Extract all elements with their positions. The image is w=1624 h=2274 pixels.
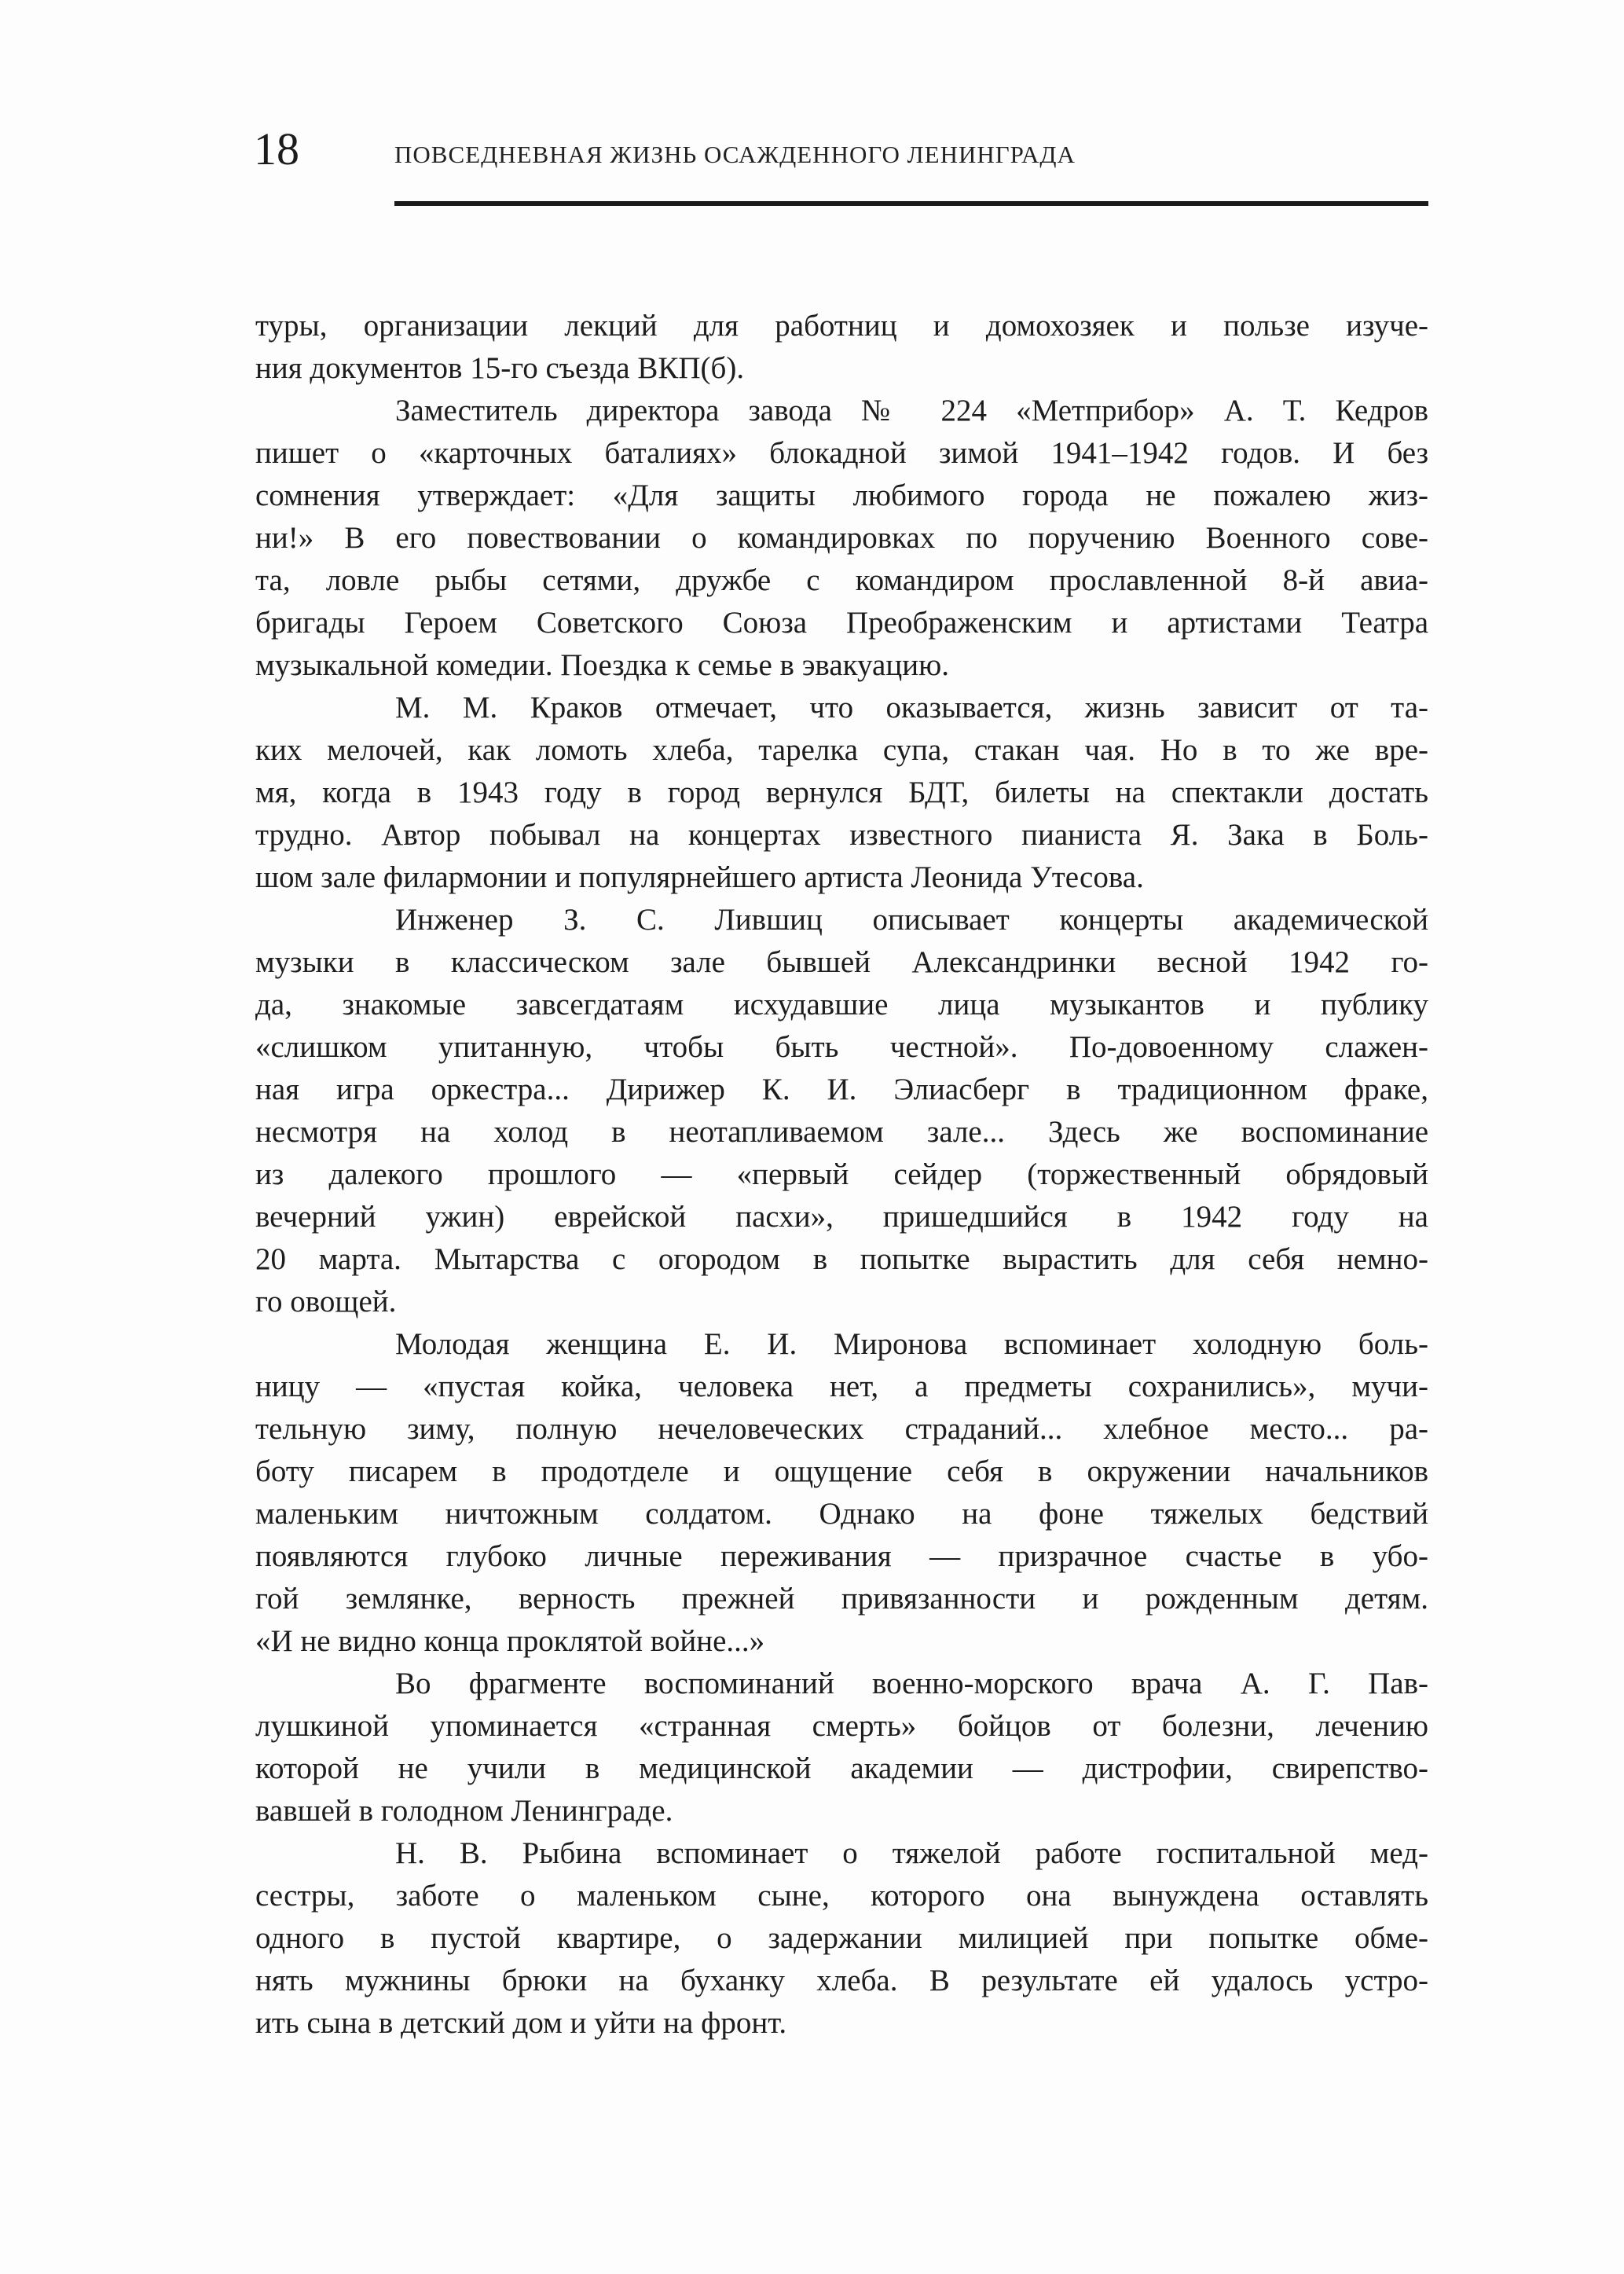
text-line: вечерний ужин) еврейской пасхи», пришедшийся в 1942 году на <box>255 1200 1428 1234</box>
text-line: ких мелочей, как ломоть хлеба, тарелка супа, стакан чая. Но в то же вре- <box>255 733 1428 767</box>
text-line: несмотря на холод в неотапливаемом зале... Здесь же воспоминание <box>255 1115 1428 1149</box>
text-line: появляются глубоко личные переживания — призрачное счастье в убо- <box>255 1539 1428 1573</box>
running-header: ПОВСЕДНЕВНАЯ ЖИЗНЬ ОСАЖДЕННОГО ЛЕНИНГРАДА <box>394 141 1076 168</box>
text-line: Молодая женщина Е. И. Миронова вспоминает холодную боль- <box>395 1327 1428 1361</box>
text-line: бригады Героем Советского Союза Преображенским и артистами Театра <box>255 606 1428 640</box>
paragraph <box>255 1323 1428 1663</box>
text-line: музыкальной комедии. Поездка к семье в эвакуацию. <box>255 648 949 682</box>
text-line: ная игра оркестра... Дирижер К. И. Элиасберг в традиционном фраке, <box>255 1073 1428 1106</box>
page-number: 18 <box>254 123 299 174</box>
text-line: гой землянке, верность прежней привязанности и рожденным детям. <box>255 1582 1428 1616</box>
text-line: М. М. Краков отмечает, что оказывается, жизнь зависит от та- <box>395 691 1428 724</box>
text-line: да, знакомые завсегдатаям исхудавшие лица музыкантов и публику <box>255 988 1428 1021</box>
paragraph <box>255 1832 1428 2045</box>
text-line: из далекого прошлого — «первый сейдер (торжественный обрядовый <box>255 1157 1428 1191</box>
text-line: которой не учили в медицинской академии — дистрофии, свирепство- <box>255 1751 1428 1785</box>
text-line: ить сына в детский дом и уйти на фронт. <box>255 2006 787 2040</box>
page-body-text <box>255 305 1428 2045</box>
text-line: Н. В. Рыбина вспоминает о тяжелой работе госпитальной мед- <box>395 1836 1428 1870</box>
paragraph <box>255 899 1428 1323</box>
text-line: ния документов 15-го съезда ВКП(б). <box>255 351 745 385</box>
text-line: «слишком упитанную, чтобы быть честной». По-довоенному слажен- <box>255 1030 1428 1064</box>
text-line: мя, когда в 1943 году в город вернулся БДТ, билеты на спектакли достать <box>255 776 1428 809</box>
text-line: та, ловле рыбы сетями, дружбе с командиром прославленной 8-й авиа- <box>255 563 1428 597</box>
text-line: ницу — «пустая койка, человека нет, а предметы сохранились», мучи- <box>255 1370 1428 1403</box>
paragraph <box>255 305 1428 390</box>
text-line: пишет о «карточных баталиях» блокадной зимой 1941–1942 годов. И без <box>255 436 1428 470</box>
text-line: сомнения утверждает: «Для защиты любимого города не пожалею жиз- <box>255 479 1428 512</box>
paragraph <box>255 687 1428 899</box>
text-line: маленьким ничтожным солдатом. Однако на фоне тяжелых бедствий <box>255 1497 1428 1531</box>
text-line: Заместитель директора завода № 224 «Метприбор» А. Т. Кедров <box>395 394 1428 427</box>
text-line: Инженер З. С. Лившиц описывает концерты академической <box>395 903 1428 937</box>
text-line: лушкиной упоминается «странная смерть» бойцов от болезни, лечению <box>255 1709 1428 1743</box>
text-line: «И не видно конца проклятой войне...» <box>255 1624 765 1658</box>
text-line: го овощей. <box>255 1285 397 1319</box>
text-line: ни!» В его повествовании о командировках по поручению Военного сове- <box>255 521 1428 555</box>
text-line: 20 марта. Мытарства с огородом в попытке вырастить для себя немно- <box>255 1242 1428 1276</box>
text-line: трудно. Автор побывал на концертах известного пианиста Я. Зака в Боль- <box>255 818 1428 852</box>
text-line: Во фрагменте воспоминаний военно-морского врача А. Г. Пав- <box>395 1667 1428 1700</box>
paragraph <box>255 1663 1428 1832</box>
paragraph <box>255 390 1428 687</box>
text-line: одного в пустой квартире, о задержании милицией при попытке обме- <box>255 1921 1428 1955</box>
text-line: нять мужнины брюки на буханку хлеба. В результате ей удалось устро- <box>255 1964 1428 1997</box>
text-line: шом зале филармонии и популярнейшего артиста Леонида Утесова. <box>255 860 1144 894</box>
text-line: тельную зиму, полную нечеловеческих страданий... хлебное место... ра- <box>255 1412 1428 1446</box>
text-line: туры, организации лекций для работниц и домохозяек и пользе изуче- <box>255 309 1428 343</box>
text-line: боту писарем в продотделе и ощущение себя в окружении начальников <box>255 1454 1428 1488</box>
text-line: вавшей в голодном Ленинграде. <box>255 1794 673 1828</box>
text-line: сестры, заботе о маленьком сыне, которого она вынуждена оставлять <box>255 1879 1428 1913</box>
header-rule <box>394 201 1428 206</box>
text-line: музыки в классическом зале бывшей Александринки весной 1942 го- <box>255 945 1428 979</box>
